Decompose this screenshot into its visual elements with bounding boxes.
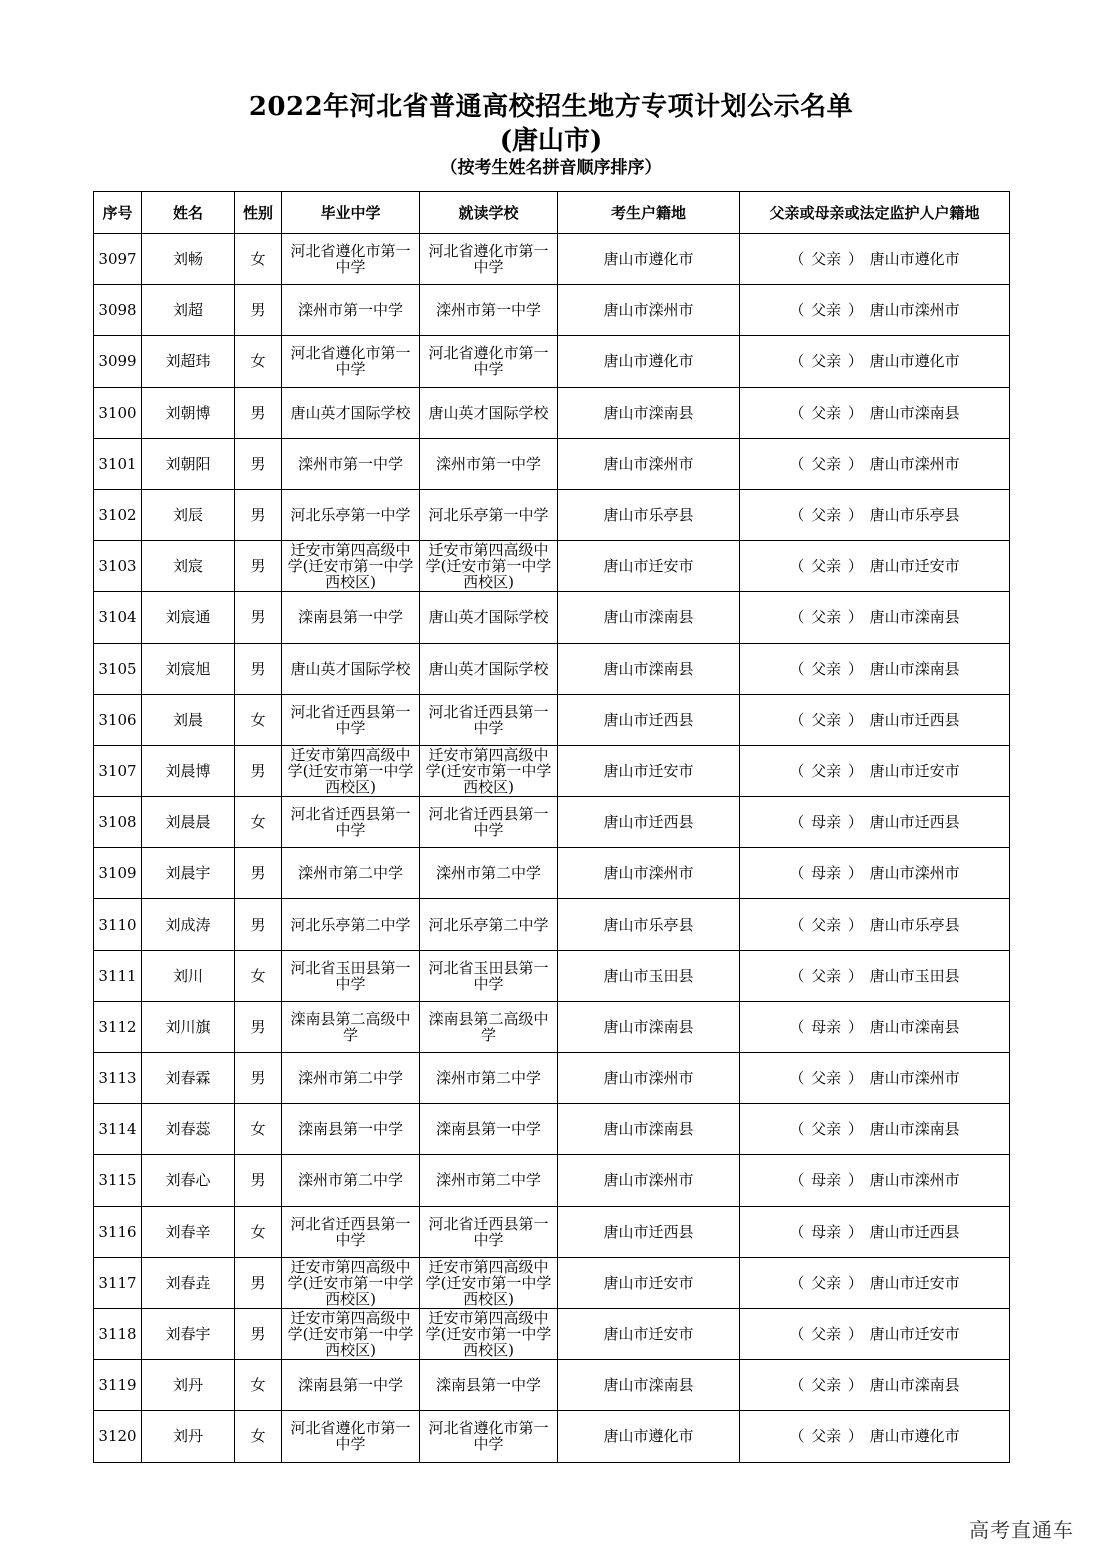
cell-name: 刘春宇 (142, 1308, 235, 1359)
cell-seq: 3109 (94, 848, 142, 899)
cell-name: 刘丹 (142, 1411, 235, 1462)
cell-graduated-school: 滦州市第一中学 (282, 438, 420, 489)
table-row (94, 643, 1010, 694)
cell-guardian-registration: （ 母亲 ） 唐山市滦州市 (740, 848, 1010, 899)
cell-seq: 3103 (94, 541, 142, 592)
column-header-current-school: 就读学校 (420, 192, 558, 234)
table-row (94, 1104, 1010, 1155)
cell-guardian-registration: （ 母亲 ） 唐山市迁西县 (740, 1206, 1010, 1257)
cell-graduated-school: 滦南县第二高级中学 (282, 1001, 420, 1052)
cell-name: 刘宸 (142, 541, 235, 592)
table-row (94, 438, 1010, 489)
cell-graduated-school: 迁安市第四高级中学(迁安市第一中学西校区) (282, 745, 420, 796)
cell-gender: 男 (235, 1053, 282, 1104)
cell-graduated-school: 河北省玉田县第一中学 (282, 950, 420, 1001)
cell-seq: 3097 (94, 234, 142, 285)
cell-gender: 女 (235, 1104, 282, 1155)
cell-household-registration: 唐山市乐亭县 (558, 899, 740, 950)
table-row (94, 694, 1010, 745)
cell-graduated-school: 滦南县第一中学 (282, 1360, 420, 1411)
cell-name: 刘晨宇 (142, 848, 235, 899)
cell-graduated-school: 滦南县第一中学 (282, 1104, 420, 1155)
cell-guardian-registration: （ 父亲 ） 唐山市滦州市 (740, 1053, 1010, 1104)
cell-gender: 男 (235, 438, 282, 489)
cell-name: 刘晨博 (142, 745, 235, 796)
cell-gender: 女 (235, 1411, 282, 1462)
cell-current-school: 迁安市第四高级中学(迁安市第一中学西校区) (420, 1308, 558, 1359)
cell-current-school: 唐山英才国际学校 (420, 387, 558, 438)
cell-guardian-registration: （ 父亲 ） 唐山市遵化市 (740, 336, 1010, 387)
cell-gender: 男 (235, 848, 282, 899)
cell-name: 刘春霖 (142, 1053, 235, 1104)
cell-household-registration: 唐山市玉田县 (558, 950, 740, 1001)
cell-guardian-registration: （ 父亲 ） 唐山市迁安市 (740, 541, 1010, 592)
cell-household-registration: 唐山市迁安市 (558, 1257, 740, 1308)
cell-household-registration: 唐山市乐亭县 (558, 489, 740, 540)
table-row (94, 745, 1010, 796)
cell-graduated-school: 唐山英才国际学校 (282, 387, 420, 438)
cell-graduated-school: 滦州市第二中学 (282, 1053, 420, 1104)
cell-household-registration: 唐山市迁西县 (558, 797, 740, 848)
cell-seq: 3118 (94, 1308, 142, 1359)
cell-name: 刘川旗 (142, 1001, 235, 1052)
cell-graduated-school: 河北省迁西县第一中学 (282, 1206, 420, 1257)
cell-name: 刘成涛 (142, 899, 235, 950)
cell-seq: 3098 (94, 285, 142, 336)
cell-gender: 男 (235, 1257, 282, 1308)
cell-name: 刘朝博 (142, 387, 235, 438)
cell-current-school: 河北省玉田县第一中学 (420, 950, 558, 1001)
table-row (94, 1001, 1010, 1052)
cell-graduated-school: 唐山英才国际学校 (282, 643, 420, 694)
table-row (94, 1206, 1010, 1257)
cell-name: 刘辰 (142, 489, 235, 540)
cell-graduated-school: 河北省迁西县第一中学 (282, 694, 420, 745)
cell-name: 刘宸旭 (142, 643, 235, 694)
cell-guardian-registration: （ 父亲 ） 唐山市遵化市 (740, 1411, 1010, 1462)
table-row (94, 1257, 1010, 1308)
table-row (94, 387, 1010, 438)
cell-graduated-school: 河北省迁西县第一中学 (282, 797, 420, 848)
cell-guardian-registration: （ 父亲 ） 唐山市乐亭县 (740, 899, 1010, 950)
cell-name: 刘晨晨 (142, 797, 235, 848)
cell-household-registration: 唐山市滦州市 (558, 1053, 740, 1104)
table-row (94, 1155, 1010, 1206)
roster-body (94, 234, 1010, 1463)
table-row (94, 1411, 1010, 1462)
cell-seq: 3115 (94, 1155, 142, 1206)
cell-current-school: 迁安市第四高级中学(迁安市第一中学西校区) (420, 745, 558, 796)
sort-note: （按考生姓名拼音顺序排序） (440, 158, 662, 178)
cell-guardian-registration: （ 父亲 ） 唐山市滦南县 (740, 1360, 1010, 1411)
table-row (94, 1053, 1010, 1104)
cell-current-school: 河北省迁西县第一中学 (420, 694, 558, 745)
cell-gender: 女 (235, 234, 282, 285)
cell-household-registration: 唐山市滦南县 (558, 387, 740, 438)
cell-gender: 男 (235, 387, 282, 438)
cell-graduated-school: 滦州市第二中学 (282, 848, 420, 899)
cell-guardian-registration: （ 父亲 ） 唐山市迁安市 (740, 1308, 1010, 1359)
page-title: 2022年河北省普通高校招生地方专项计划公示名单 (248, 92, 854, 122)
cell-gender: 男 (235, 541, 282, 592)
cell-seq: 3106 (94, 694, 142, 745)
cell-seq: 3104 (94, 592, 142, 643)
cell-guardian-registration: （ 父亲 ） 唐山市乐亭县 (740, 489, 1010, 540)
cell-gender: 女 (235, 1206, 282, 1257)
cell-name: 刘春心 (142, 1155, 235, 1206)
cell-graduated-school: 河北省遵化市第一中学 (282, 234, 420, 285)
cell-gender: 男 (235, 745, 282, 796)
table-row (94, 950, 1010, 1001)
cell-current-school: 滦州市第二中学 (420, 1053, 558, 1104)
table-row (94, 899, 1010, 950)
page-subtitle: (唐山市) (499, 126, 603, 156)
cell-guardian-registration: （ 父亲 ） 唐山市滦南县 (740, 643, 1010, 694)
cell-current-school: 迁安市第四高级中学(迁安市第一中学西校区) (420, 541, 558, 592)
cell-current-school: 河北乐亭第二中学 (420, 899, 558, 950)
cell-graduated-school: 滦州市第一中学 (282, 285, 420, 336)
cell-seq: 3110 (94, 899, 142, 950)
cell-name: 刘晨 (142, 694, 235, 745)
cell-household-registration: 唐山市滦南县 (558, 1360, 740, 1411)
cell-graduated-school: 滦南县第一中学 (282, 592, 420, 643)
cell-name: 刘朝阳 (142, 438, 235, 489)
cell-current-school: 滦州市第二中学 (420, 848, 558, 899)
cell-current-school: 滦州市第二中学 (420, 1155, 558, 1206)
table-row (94, 336, 1010, 387)
cell-seq: 3111 (94, 950, 142, 1001)
cell-current-school: 河北省遵化市第一中学 (420, 1411, 558, 1462)
cell-current-school: 滦南县第一中学 (420, 1360, 558, 1411)
cell-graduated-school: 河北省遵化市第一中学 (282, 1411, 420, 1462)
cell-current-school: 河北省遵化市第一中学 (420, 234, 558, 285)
cell-household-registration: 唐山市迁安市 (558, 1308, 740, 1359)
cell-name: 刘超玮 (142, 336, 235, 387)
cell-current-school: 唐山英才国际学校 (420, 592, 558, 643)
table-row (94, 1308, 1010, 1359)
cell-guardian-registration: （ 父亲 ） 唐山市迁安市 (740, 1257, 1010, 1308)
cell-guardian-registration: （ 母亲 ） 唐山市迁西县 (740, 797, 1010, 848)
cell-current-school: 河北省迁西县第一中学 (420, 1206, 558, 1257)
cell-name: 刘川 (142, 950, 235, 1001)
cell-household-registration: 唐山市滦州市 (558, 1155, 740, 1206)
cell-seq: 3117 (94, 1257, 142, 1308)
cell-gender: 男 (235, 1001, 282, 1052)
table-row (94, 797, 1010, 848)
cell-seq: 3113 (94, 1053, 142, 1104)
cell-household-registration: 唐山市滦南县 (558, 643, 740, 694)
cell-gender: 男 (235, 285, 282, 336)
cell-current-school: 滦州市第一中学 (420, 285, 558, 336)
cell-household-registration: 唐山市迁西县 (558, 694, 740, 745)
cell-name: 刘宸通 (142, 592, 235, 643)
column-header-gender: 性别 (235, 192, 282, 234)
cell-current-school: 河北省迁西县第一中学 (420, 797, 558, 848)
cell-household-registration: 唐山市滦南县 (558, 1001, 740, 1052)
cell-current-school: 滦南县第一中学 (420, 1104, 558, 1155)
cell-guardian-registration: （ 母亲 ） 唐山市滦南县 (740, 1001, 1010, 1052)
table-row (94, 285, 1010, 336)
cell-gender: 男 (235, 489, 282, 540)
column-header-graduated-school: 毕业中学 (282, 192, 420, 234)
cell-guardian-registration: （ 父亲 ） 唐山市迁安市 (740, 745, 1010, 796)
cell-guardian-registration: （ 父亲 ） 唐山市迁西县 (740, 694, 1010, 745)
cell-name: 刘超 (142, 285, 235, 336)
cell-gender: 男 (235, 1308, 282, 1359)
cell-guardian-registration: （ 父亲 ） 唐山市滦南县 (740, 1104, 1010, 1155)
cell-gender: 女 (235, 797, 282, 848)
header-row (94, 192, 1010, 234)
table-row (94, 848, 1010, 899)
cell-household-registration: 唐山市遵化市 (558, 234, 740, 285)
table-row (94, 234, 1010, 285)
cell-name: 刘畅 (142, 234, 235, 285)
cell-household-registration: 唐山市迁西县 (558, 1206, 740, 1257)
column-header-guardian-registration: 父亲或母亲或法定监护人户籍地 (740, 192, 1010, 234)
cell-household-registration: 唐山市滦州市 (558, 438, 740, 489)
cell-guardian-registration: （ 父亲 ） 唐山市遵化市 (740, 234, 1010, 285)
cell-gender: 女 (235, 1360, 282, 1411)
cell-seq: 3099 (94, 336, 142, 387)
table-row (94, 541, 1010, 592)
cell-seq: 3119 (94, 1360, 142, 1411)
watermark-text: 高考直通车 (969, 1518, 1074, 1542)
cell-seq: 3120 (94, 1411, 142, 1462)
cell-seq: 3101 (94, 438, 142, 489)
cell-current-school: 河北省遵化市第一中学 (420, 336, 558, 387)
cell-gender: 男 (235, 899, 282, 950)
cell-gender: 男 (235, 643, 282, 694)
cell-current-school: 唐山英才国际学校 (420, 643, 558, 694)
cell-household-registration: 唐山市滦南县 (558, 592, 740, 643)
table-row (94, 592, 1010, 643)
cell-seq: 3105 (94, 643, 142, 694)
table-row (94, 1360, 1010, 1411)
cell-household-registration: 唐山市遵化市 (558, 1411, 740, 1462)
cell-graduated-school: 迁安市第四高级中学(迁安市第一中学西校区) (282, 1257, 420, 1308)
cell-seq: 3112 (94, 1001, 142, 1052)
cell-guardian-registration: （ 父亲 ） 唐山市滦州市 (740, 438, 1010, 489)
cell-guardian-registration: （ 父亲 ） 唐山市滦州市 (740, 285, 1010, 336)
cell-seq: 3100 (94, 387, 142, 438)
cell-current-school: 迁安市第四高级中学(迁安市第一中学西校区) (420, 1257, 558, 1308)
cell-guardian-registration: （ 母亲 ） 唐山市滦州市 (740, 1155, 1010, 1206)
cell-graduated-school: 河北省遵化市第一中学 (282, 336, 420, 387)
cell-gender: 女 (235, 336, 282, 387)
column-header-seq: 序号 (94, 192, 142, 234)
column-header-household-registration: 考生户籍地 (558, 192, 740, 234)
cell-household-registration: 唐山市迁安市 (558, 541, 740, 592)
cell-graduated-school: 河北乐亭第一中学 (282, 489, 420, 540)
cell-seq: 3114 (94, 1104, 142, 1155)
cell-current-school: 滦南县第二高级中学 (420, 1001, 558, 1052)
cell-household-registration: 唐山市滦南县 (558, 1104, 740, 1155)
cell-gender: 女 (235, 694, 282, 745)
cell-name: 刘春辛 (142, 1206, 235, 1257)
cell-guardian-registration: （ 父亲 ） 唐山市滦南县 (740, 592, 1010, 643)
cell-graduated-school: 迁安市第四高级中学(迁安市第一中学西校区) (282, 541, 420, 592)
cell-guardian-registration: （ 父亲 ） 唐山市滦南县 (740, 387, 1010, 438)
cell-graduated-school: 迁安市第四高级中学(迁安市第一中学西校区) (282, 1308, 420, 1359)
cell-graduated-school: 滦州市第二中学 (282, 1155, 420, 1206)
column-header-name: 姓名 (142, 192, 235, 234)
cell-name: 刘春蕊 (142, 1104, 235, 1155)
cell-seq: 3107 (94, 745, 142, 796)
cell-graduated-school: 河北乐亭第二中学 (282, 899, 420, 950)
roster-table (93, 191, 1010, 1463)
cell-household-registration: 唐山市迁安市 (558, 745, 740, 796)
cell-gender: 女 (235, 950, 282, 1001)
cell-household-registration: 唐山市遵化市 (558, 336, 740, 387)
cell-gender: 男 (235, 1155, 282, 1206)
table-row (94, 489, 1010, 540)
cell-name: 刘丹 (142, 1360, 235, 1411)
cell-household-registration: 唐山市滦州市 (558, 848, 740, 899)
cell-gender: 男 (235, 592, 282, 643)
cell-seq: 3102 (94, 489, 142, 540)
cell-seq: 3116 (94, 1206, 142, 1257)
cell-name: 刘春垚 (142, 1257, 235, 1308)
cell-current-school: 滦州市第一中学 (420, 438, 558, 489)
cell-household-registration: 唐山市滦州市 (558, 285, 740, 336)
cell-seq: 3108 (94, 797, 142, 848)
cell-current-school: 河北乐亭第一中学 (420, 489, 558, 540)
cell-guardian-registration: （ 父亲 ） 唐山市玉田县 (740, 950, 1010, 1001)
